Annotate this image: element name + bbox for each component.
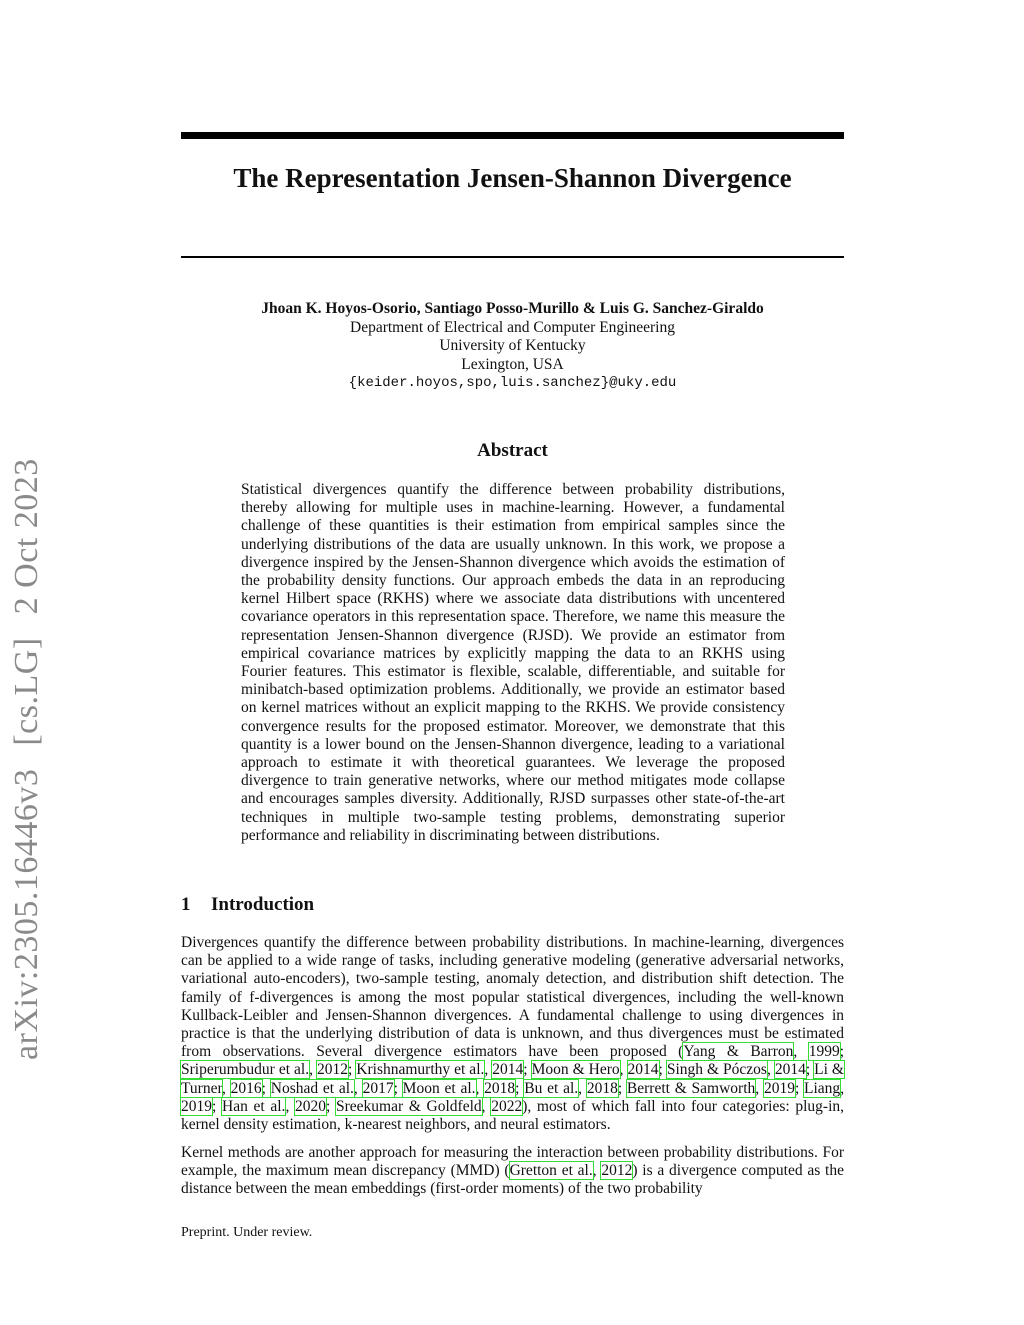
- arxiv-id: arXiv:2305.16446v3: [8, 768, 45, 1060]
- title-top-rule: [181, 132, 844, 139]
- affiliation-location: Lexington, USA: [461, 355, 564, 373]
- paper-title: The Representation Jensen-Shannon Divergence: [233, 163, 792, 193]
- abstract-text: Statistical divergences quantify the difference between probability distributions, thereby allowing for multiple uses in machine-learning. However, a fundamental challenge of these quantities is their estimation from empirical samples since the underlying distributions of the data are usually unknown. In this work, we propose a divergence inspired by the Jensen-Shannon divergence which avoids the estimation of the probability density functions. Our approach embeds the data in an reproducing kernel Hilbert space (RKHS) where we associate data distributions with uncentered covariance operators in this representation space. Therefore, we name this measure the representation Jensen-Shannon divergence (RJSD). We provide an estimator from empirical covariance matrices by explicitly mapping the data to an RKHS using Fourier features. This estimator is flexible, scalable, differentiable, and suitable for minibatch-based optimization problems. Additionally, we provide an estimator based on kernel matrices without an explicit mapping to the RKHS. We provide consistency convergence results for the proposed estimator. Moreover, we demonstrate that this quantity is a lower bound on the Jensen-Shannon divergence, leading to a variational approach to estimate it with theoretical guarantees. We leverage the proposed divergence to train generative networks, where our method mitigates mode collapse and encourages samples diversity. Additionally, RJSD surpasses other state-of-the-art techniques in multiple two-sample testing problems, demonstrating superior performance and reliability in discriminating between distributions.: [241, 481, 785, 844]
- citation-year-link[interactable]: 2014: [627, 1061, 659, 1079]
- citation-year-link[interactable]: 2019: [763, 1079, 795, 1097]
- intro-paragraph-2: Kernel methods are another approach for measuring the interaction between probability distributions. For example, the maximum mean discrepancy (MMD) (Gretton et al., 2012) is a divergence computed as the distance between the mean embeddings (first-order moments) of the two probability: [181, 1144, 844, 1198]
- affiliation-department: Department of Electrical and Computer Engineering: [350, 318, 675, 336]
- arxiv-date: 2 Oct 2023: [8, 458, 45, 615]
- citation-list: Yang & Barron, 1999; Sriperumbudur et al., 2012; Krishnamurthy et al., 2014; Moon & Hero, 2014; Singh & Póczos, 2014; Li & Turner, 2016; Noshad et al., 2017; Moon et al., 2018; Bu et al., 2018; Berrett & Samworth, 2019; Liang, 2019; Han et al., 2020; Sreekumar & Goldfeld, 2022: [181, 1043, 845, 1115]
- citation-link[interactable]: Bu et al.: [524, 1079, 579, 1097]
- citation-year-link[interactable]: 2018: [484, 1079, 516, 1097]
- intro-p2-tail: ) is a divergence computed as the distance between the mean embeddings (first-order moments) of the two probability: [181, 1162, 844, 1198]
- citation-year-link[interactable]: 2018: [586, 1079, 618, 1097]
- citation-link[interactable]: Moon et al.: [402, 1079, 476, 1097]
- citation-link[interactable]: Moon & Hero: [531, 1061, 620, 1079]
- citation-year-link[interactable]: 2014: [492, 1061, 524, 1079]
- citation-link[interactable]: Noshad et al.: [270, 1079, 354, 1097]
- citation-year-link[interactable]: 2019: [181, 1097, 212, 1115]
- abstract-heading: Abstract: [477, 440, 548, 461]
- section-heading-introduction: [181, 894, 314, 916]
- citation-link[interactable]: Singh & Póczos: [666, 1061, 767, 1079]
- citation-year-link[interactable]: 2012: [316, 1061, 348, 1079]
- citation-link[interactable]: Gretton et al.: [509, 1162, 593, 1180]
- author-names: Jhoan K. Hoyos-Osorio, Santiago Posso-Murillo & Luis G. Sanchez-Giraldo: [261, 300, 764, 317]
- citation-year-link[interactable]: 1999: [808, 1043, 840, 1061]
- citation-year-link[interactable]: 2014: [774, 1061, 806, 1079]
- title-bottom-rule: [181, 256, 844, 258]
- citation-link[interactable]: Liang: [804, 1079, 841, 1097]
- intro-p2-text: Kernel methods are another approach for measuring the interaction between probability distributions. For example, the maximum mean discrepancy (MMD) (: [181, 1144, 844, 1180]
- affiliation-university: University of Kentucky: [439, 337, 586, 354]
- arxiv-sidebar-stamp: [8, 360, 46, 1060]
- section-title: Introduction: [211, 894, 315, 915]
- citation-link[interactable]: Krishnamurthy et al.: [356, 1061, 485, 1079]
- citation-link[interactable]: Berrett & Samworth: [626, 1079, 756, 1097]
- citation-link[interactable]: Li & Turner: [181, 1061, 844, 1097]
- citation-year-link[interactable]: 2012: [601, 1162, 633, 1180]
- citation-link[interactable]: Sreekumar & Goldfeld: [336, 1097, 482, 1115]
- section-number: 1: [181, 894, 191, 915]
- intro-paragraph-1: [181, 934, 844, 1134]
- citation-year-link[interactable]: 2020: [295, 1097, 326, 1115]
- citation-link[interactable]: Yang & Barron: [683, 1043, 794, 1061]
- citation-link[interactable]: Sriperumbudur et al.: [181, 1061, 310, 1079]
- author-block: [181, 300, 844, 393]
- intro-p1-text: Divergences quantify the difference between probability distributions. In machine-learning, divergences can be applied to a wide range of tasks, including generative modeling (generative adversarial networks, variational auto-encoders), two-sample testing, anomaly detection, and distribution shift detection. The family of f-divergences is among the most popular statistical divergences, including the well-known Kullback-Leibler and Jensen-Shannon divergences. A fundamental challenge to using divergences in practice is that the underlying distribution of data is unknown, and thus divergences must be estimated from observations. Several divergence estimators have been proposed (: [181, 934, 844, 1061]
- footer-note: Preprint. Under review.: [181, 1225, 313, 1240]
- intro-p1-tail: ), most of which fall into four categories: plug-in, kernel density estimation, k-nearest neighbors, and neural estimators.: [181, 1097, 845, 1134]
- author-emails: {keider.hoyos,spo,luis.sanchez}@uky.edu: [348, 375, 677, 391]
- citation-year-link[interactable]: 2016: [230, 1079, 262, 1097]
- citation-link[interactable]: Han et al.: [222, 1097, 286, 1115]
- citation-year-link[interactable]: 2017: [362, 1079, 394, 1097]
- arxiv-category: [cs.LG]: [8, 637, 45, 746]
- citation-year-link[interactable]: 2022: [491, 1097, 523, 1115]
